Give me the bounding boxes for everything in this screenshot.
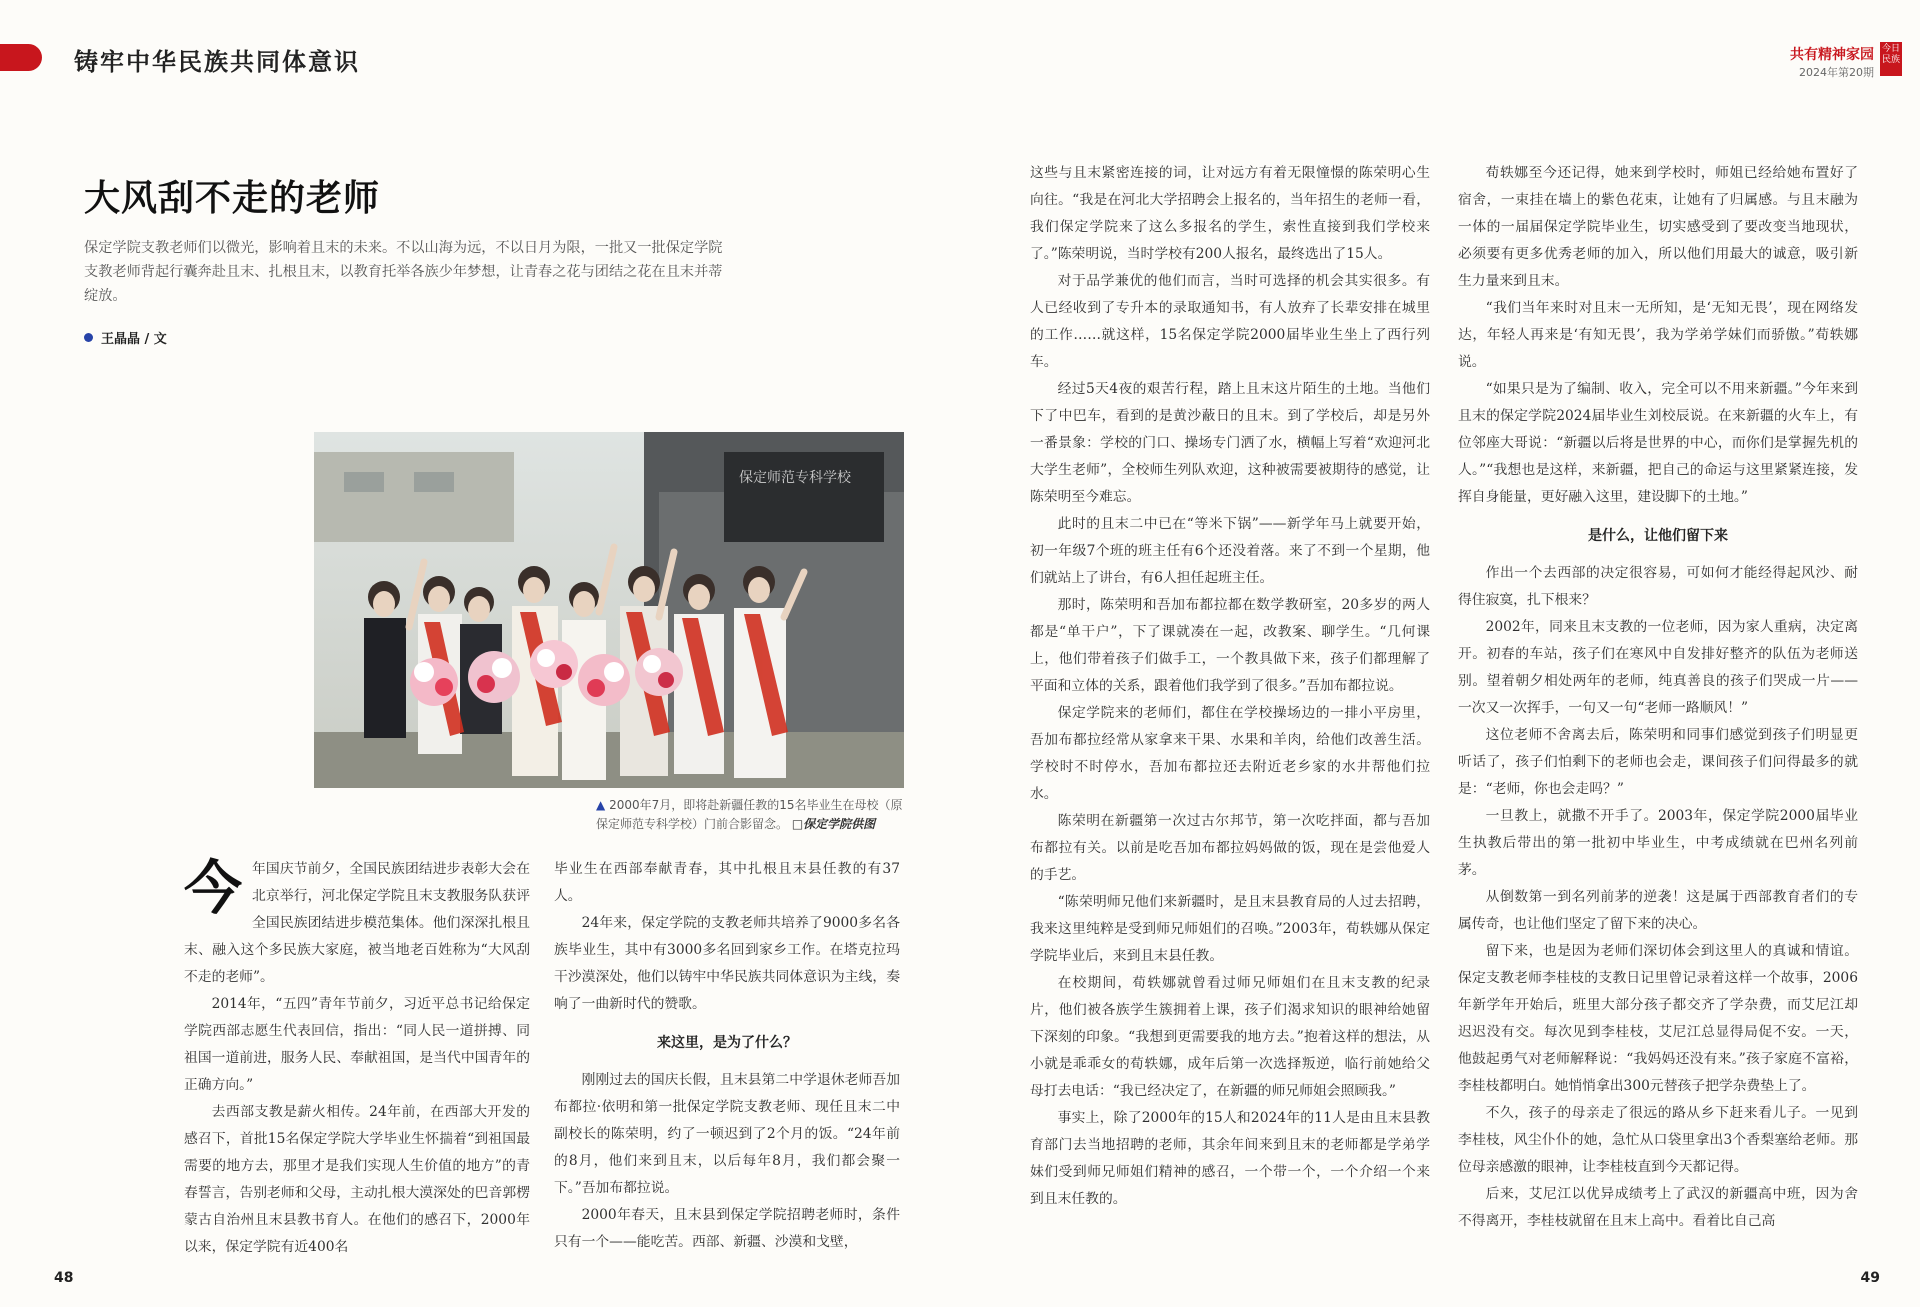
byline-text: 王晶晶 / 文 <box>101 332 167 347</box>
masthead <box>1790 44 1874 80</box>
paragraph: 后来，艾尼江以优异成绩考上了武汉的新疆高中班，因为舍不得离开，李桂枝就留在且末上高中。看着比自己高 <box>1458 1186 1858 1229</box>
subheading: 来这里，是为了什么？ <box>657 1035 797 1051</box>
caption-triangle-icon: ▲ <box>596 798 606 812</box>
paragraph: 作出一个去西部的决定很容易，可如何才能经得起风沙、耐得住寂寞，扎下根来？ <box>1458 565 1858 608</box>
paragraph: 这位老师不舍离去后，陈荣明和同事们感觉到孩子们明显更听话了，孩子们怕剩下的老师也会走，课间孩子们问得最多的就是：“老师，你也会走吗？” <box>1458 727 1858 797</box>
column-4 <box>1458 160 1858 1235</box>
magazine-badge: 今日民族 <box>1880 42 1902 76</box>
caption-text: 2000年7月，即将赴新疆任教的15名毕业生在母校（原保定师范专科学校）门前合影留念。 <box>596 798 903 831</box>
masthead-title: 共有精神家园 <box>1790 47 1874 63</box>
paragraph: 一旦教上，就撒不开手了。2003年，保定学院2000届毕业生执教后带出的第一批初中毕业生，中考成绩就在巴州名列前茅。 <box>1458 808 1858 878</box>
paragraph: “如果只是为了编制、收入，完全可以不用来新疆。”今年来到且末的保定学院2024届毕业生刘校辰说。在来新疆的火车上，有位邻座大哥说：“新疆以后将是世界的中心，而你们是掌握先机的人。”“我想也是这样，来新疆，把自己的命运与这里紧紧连接，发挥自身能量，更好融入这里，建设脚下的土地。” <box>1458 381 1858 505</box>
drop-cap: 今 <box>184 854 243 922</box>
article-title: 大风刮不走的老师 <box>84 178 381 219</box>
paragraph: 留下来，也是因为老师们深切体会到这里人的真诚和情谊。保定支教老师李桂枝的支教日记里曾记录着这样一个故事，2006年新学年开始后，班里大部分孩子都交齐了学杂费，而艾尼江却迟迟没有交。每次见到李桂枝，艾尼江总显得局促不安。一天，他鼓起勇气对老师解释说：“我妈妈还没有来。”孩子家庭不富裕，李桂枝都明白。她悄悄拿出300元替孩子把学杂费垫上了。 <box>1458 943 1858 1094</box>
paragraph: 保定学院来的老师们，都住在学校操场边的一排小平房里，吾加布都拉经常从家拿来干果、水果和羊肉，给他们改善生活。学校时不时停水，吾加布都拉还去附近老乡家的水井帮他们拉水。 <box>1030 705 1430 802</box>
page-number-right: 49 <box>1860 1270 1880 1286</box>
paragraph: “我们当年来时对且末一无所知，是‘无知无畏’，现在网络发达，年轻人再来是‘有知无畏’，我为学弟学妹们而骄傲。”荀轶娜说。 <box>1458 300 1858 370</box>
paragraph: 事实上，除了2000年的15人和2024年的11人是由且末县教育部门去当地招聘的老师，其余年间来到且末的老师都是学弟学妹们受到师兄师姐们精神的感召，一个带一个，一个介绍一个来到且末任教的。 <box>1030 1110 1430 1207</box>
photo-credit: □保定学院供图 <box>791 817 876 831</box>
paragraph: 毕业生在西部奉献青春，其中扎根且末县任教的有37人。 <box>554 861 900 904</box>
paragraph: 2000年春天，且末县到保定学院招聘老师时，条件只有一个——能吃苦。西部、新疆、沙漠和戈壁， <box>554 1207 900 1250</box>
article-lede: 保定学院支教老师们以微光，影响着且末的未来。不以山海为远，不以日月为限，一批又一批保定学院支教老师背起行囊奔赴且末、扎根且末，以教育托举各族少年梦想，让青春之花与团结之花在且末并蒂绽放。 <box>84 240 723 304</box>
paragraph: 去西部支教是薪火相传。24年前，在西部大开发的感召下，首批15名保定学院大学毕业生怀揣着“到祖国最需要的地方去，那里才是我们实现人生价值的地方”的青春誓言，告别老师和父母，主动扎根大漠深处的巴音郭楞蒙古自治州且末县教书育人。在他们的感召下，2000年以来，保定学院有近400名 <box>184 1104 530 1255</box>
paragraph: 那时，陈荣明和吾加布都拉都在数学教研室，20多岁的两人都是“单干户”，下了课就凑在一起，改教案、聊学生。“几何课上，他们带着孩子们做手工，一个教具做下来，孩子们都理解了平面和立体的关系，跟着他们我学到了很多。”吾加布都拉说。 <box>1030 597 1430 694</box>
column-3 <box>1030 160 1430 1213</box>
gate-sign-text: 保定师范专科学校 <box>739 470 851 486</box>
subheading: 是什么，让他们留下来 <box>1588 528 1728 544</box>
column-2 <box>554 856 900 1256</box>
paragraph: 2002年，同来且末支教的一位老师，因为家人重病，决定离开。初春的车站，孩子们在寒风中自发排好整齐的队伍为老师送别。望着朝夕相处两年的老师，纯真善良的孩子们哭成一片——一次又一次挥手，一句又一句“老师一路顺风！” <box>1458 619 1858 716</box>
paragraph: “陈荣明师兄他们来新疆时，是且末县教育局的人过去招聘，我来这里纯粹是受到师兄师姐们的召唤。”2003年，荀轶娜从保定学院毕业后，来到且末县任教。 <box>1030 894 1430 964</box>
byline <box>84 328 167 347</box>
photo-caption <box>596 796 906 834</box>
paragraph: 陈荣明在新疆第一次过古尔邦节，第一次吃拌面，都与吾加布都拉有关。以前是吃吾加布都拉妈妈做的饭，现在是尝他爱人的手艺。 <box>1030 813 1430 883</box>
page-number-left: 48 <box>54 1270 74 1286</box>
column-1 <box>184 856 530 1261</box>
paragraph: 此时的且末二中已在“等米下锅”——新学年马上就要开始，初一年级7个班的班主任有6个还没着落。来了不到一个星期，他们就站上了讲台，有6人担任起班主任。 <box>1030 516 1430 586</box>
paragraph: 这些与且末紧密连接的词，让对远方有着无限憧憬的陈荣明心生向往。“我是在河北大学招聘会上报名的，当年招生的老师一看，我们保定学院来了这么多报名的学生，索性直接到我们学校来了。”陈荣明说，当时学校有200人报名，最终选出了15人。 <box>1030 165 1430 262</box>
paragraph: 刚刚过去的国庆长假，且末县第二中学退休老师吾加布都拉·依明和第一批保定学院支教老师、现任且末二中副校长的陈荣明，约了一顿迟到了2个月的饭。“24年前的8月，他们来到且末，以后每年8月，我们都会聚一下。”吾加布都拉说。 <box>554 1072 900 1196</box>
paragraph: 荀轶娜至今还记得，她来到学校时，师姐已经给她布置好了宿舍，一束挂在墙上的紫色花束，让她有了归属感。与且末融为一体的一届届保定学院毕业生，切实感受到了要改变当地现状，必须要有更多优秀老师的加入，所以他们用最大的诚意，吸引新生力量来到且末。 <box>1458 165 1858 289</box>
paragraph: 24年来，保定学院的支教老师共培养了9000多名各族毕业生，其中有3000多名回到家乡工作。在塔克拉玛干沙漠深处，他们以铸牢中华民族共同体意识为主线，奏响了一曲新时代的赞歌。 <box>554 915 900 1012</box>
paragraph: 不久，孩子的母亲走了很远的路从乡下赶来看儿子。一见到李桂枝，风尘仆仆的她，急忙从口袋里拿出3个香梨塞给老师。那位母亲感激的眼神，让李桂枝直到今天都记得。 <box>1458 1105 1858 1175</box>
group-photo <box>314 432 904 788</box>
paragraph <box>184 856 530 991</box>
paragraph: 对于品学兼优的他们而言，当时可选择的机会其实很多。有人已经收到了专升本的录取通知书，有人放弃了长辈安排在城里的工作……就这样，15名保定学院2000届毕业生坐上了西行列车。 <box>1030 273 1430 370</box>
paragraph: 2014年，“五四”青年节前夕，习近平总书记给保定学院西部志愿生代表回信，指出：“同人民一道拼搏、同祖国一道前进，服务人民、奉献祖国，是当代中国青年的正确方向。” <box>184 996 530 1093</box>
paragraph: 从倒数第一到名列前茅的逆袭！这是属于西部教育者们的专属传奇，也让他们坚定了留下来的决心。 <box>1458 889 1858 932</box>
paragraph-text: 年国庆节前夕，全国民族团结进步表彰大会在北京举行，河北保定学院且末支教服务队获评全国民族团结进步模范集体。他们深深扎根且末、融入这个多民族大家庭，被当地老百姓称为“大风刮不走的老师”。 <box>184 861 530 985</box>
issue-label: 2024年第20期 <box>1799 66 1874 79</box>
section-title: 铸牢中华民族共同体意识 <box>74 47 360 76</box>
paragraph: 经过5天4夜的艰苦行程，踏上且末这片陌生的土地。当他们下了中巴车，看到的是黄沙蔽日的且末。到了学校后，却是另外一番景象：学校的门口、操场专门洒了水，横幅上写着“欢迎河北大学生老师”，全校师生列队欢迎，这种被需要被期待的感觉，让陈荣明至今难忘。 <box>1030 381 1430 505</box>
byline-bullet-icon <box>84 333 93 342</box>
section-tab-marker <box>0 44 42 71</box>
paragraph: 在校期间，荀轶娜就曾看过师兄师姐们在且末支教的纪录片，他们被各族学生簇拥着上课，孩子们渴求知识的眼神给她留下深刻的印象。“我想到更需要我的地方去。”抱着这样的想法，从小就是乖乖女的荀轶娜，成年后第一次选择叛逆，临行前她给父母打去电话：“我已经决定了，在新疆的师兄师姐会照顾我。” <box>1030 975 1430 1099</box>
group-photo-illustration <box>314 432 904 788</box>
